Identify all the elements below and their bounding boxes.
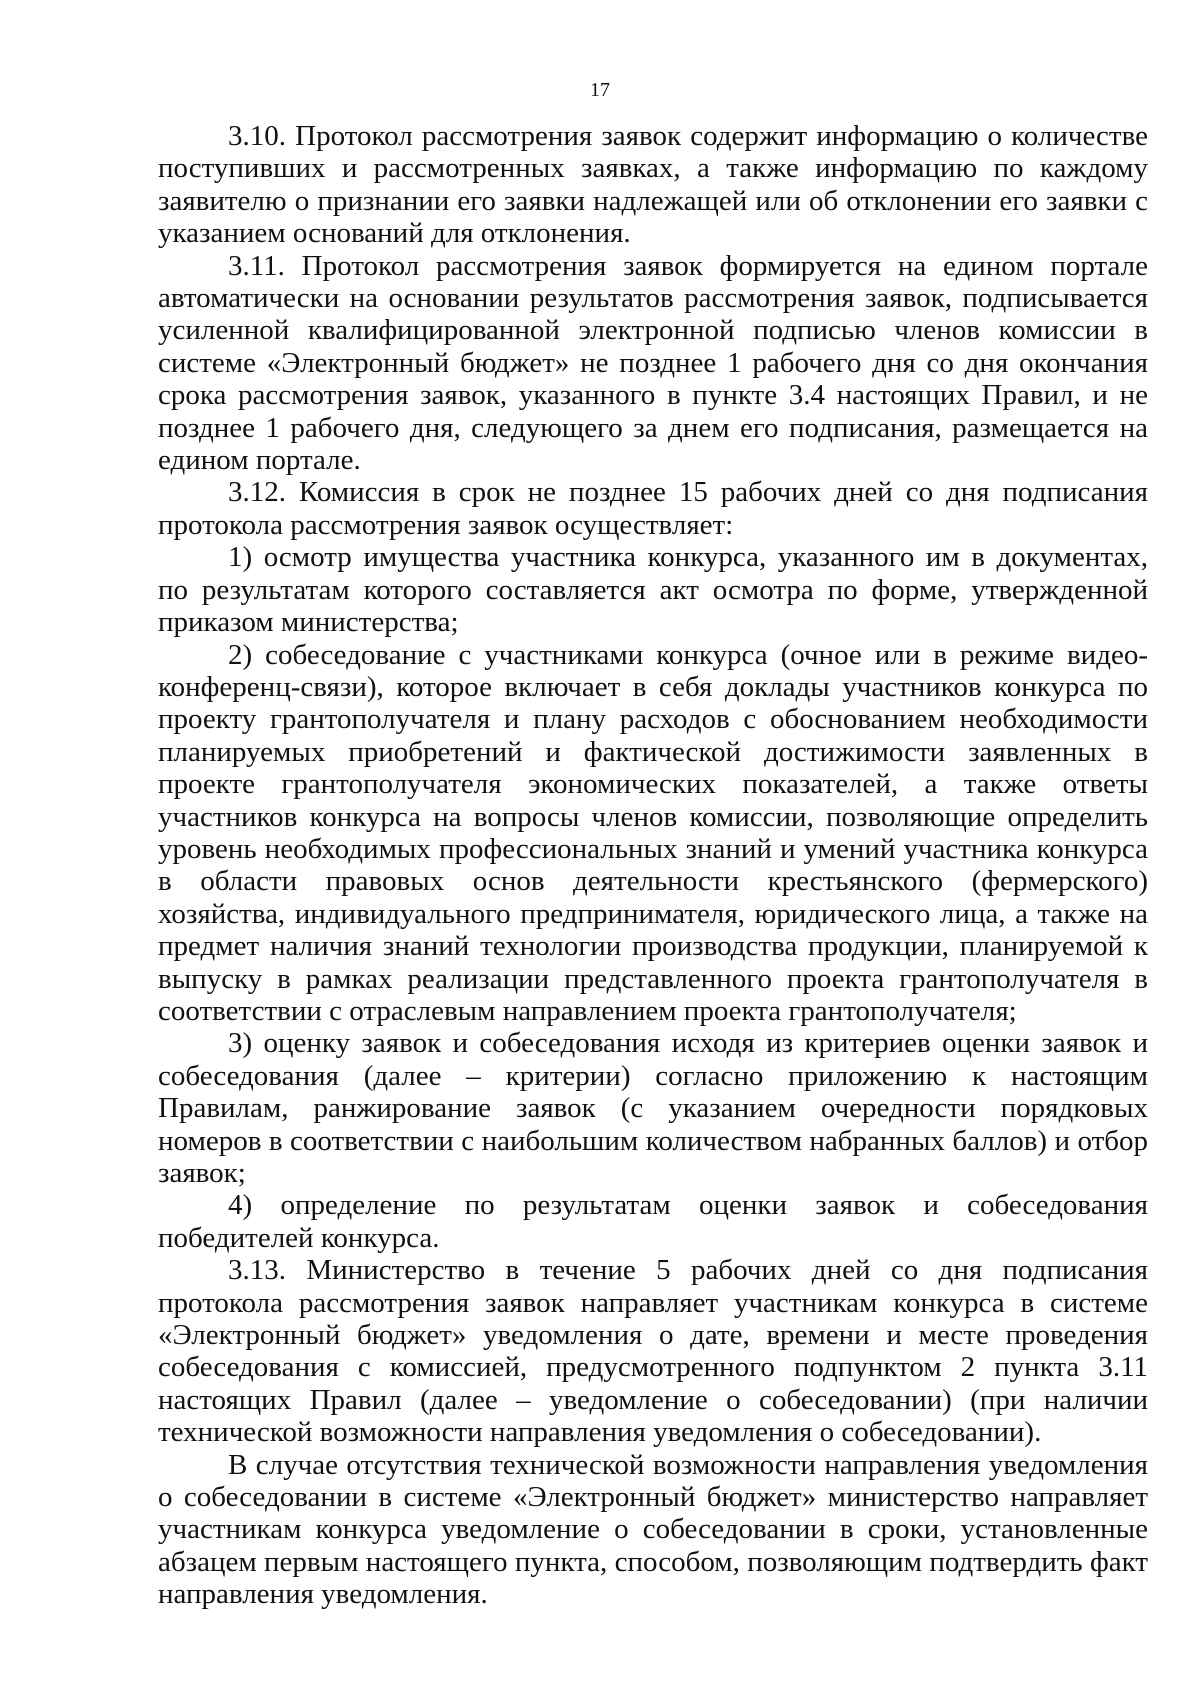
document-body (158, 120, 1148, 1611)
list-item-4: 4) определение по результатам оценки заявок и собеседования победителей конкурса. (158, 1189, 1148, 1254)
paragraph-3-10: 3.10. Протокол рассмотрения заявок содержит информацию о количестве поступивших и рассмотренных заявках, а также информацию по каждому заявителю о признании его заявки надлежащей или об отклонении его заявки с указанием оснований для отклонения. (158, 120, 1148, 250)
paragraph-3-11: 3.11. Протокол рассмотрения заявок формируется на едином портале автоматически на основании результатов рассмотрения заявок, подписывается усиленной квалифицированной электронной подписью членов комиссии в системе «Электронный бюджет» не позднее 1 рабочего дня со дня окончания срока рассмотрения заявок, указанного в пункте 3.4 настоящих Правил, и не позднее 1 рабочего дня, следующего за днем его подписания, размещается на едином портале. (158, 249, 1148, 477)
list-item-3: 3) оценку заявок и собеседования исходя из критериев оценки заявок и собеседования (далее – критерии) согласно приложению к настоящим Правилам, ранжирование заявок (с указанием очередности порядковых номеров в соответствии с наибольшим количеством набранных баллов) и отбор заявок; (158, 1027, 1148, 1189)
list-item-1: 1) осмотр имущества участника конкурса, указанного им в документах, по результатам которого составляется акт осмотра по форме, утвержденной приказом министерства; (158, 541, 1148, 639)
page-number: 17 (590, 79, 610, 101)
paragraph-3-12: 3.12. Комиссия в срок не позднее 15 рабочих дней со дня подписания протокола рассмотрения заявок осуществляет: (158, 476, 1148, 541)
list-item-2: 2) собеседование с участниками конкурса (очное или в режиме видео-конференц-связи), которое включает в себя доклады участников конкурса по проекту грантополучателя и плану расходов с обоснованием необходимости планируемых приобретений и фактической достижимости заявленных в проекте грантополучателя экономических показателей, а также ответы участников конкурса на вопросы членов комиссии, позволяющие определить уровень необходимых профессиональных знаний и умений участника конкурса в области правовых основ деятельности крестьянского (фермерского) хозяйства, индивидуального предпринимателя, юридического лица, а также на предмет наличия знаний технологии производства продукции, планируемой к выпуску в рамках реализации представленного проекта грантополучателя в соответствии с отраслевым направлением проекта грантополучателя; (158, 638, 1148, 1027)
paragraph-3-13-second-part: В случае отсутствия технической возможности направления уведомления о собеседовании в системе «Электронный бюджет» министерство направляет участникам конкурса уведомление о собеседовании в сроки, установленные абзацем первым настоящего пункта, способом, позволяющим подтвердить факт направления уведомления. (158, 1448, 1148, 1611)
paragraph-3-13: 3.13. Министерство в течение 5 рабочих дней со дня подписания протокола рассмотрения заявок направляет участникам конкурса в системе «Электронный бюджет» уведомления о дате, времени и месте проведения собеседования с комиссией, предусмотренного подпунктом 2 пункта 3.11 настоящих Правил (далее – уведомление о собеседовании) (при наличии технической возможности направления уведомления о собеседовании). (158, 1254, 1148, 1449)
